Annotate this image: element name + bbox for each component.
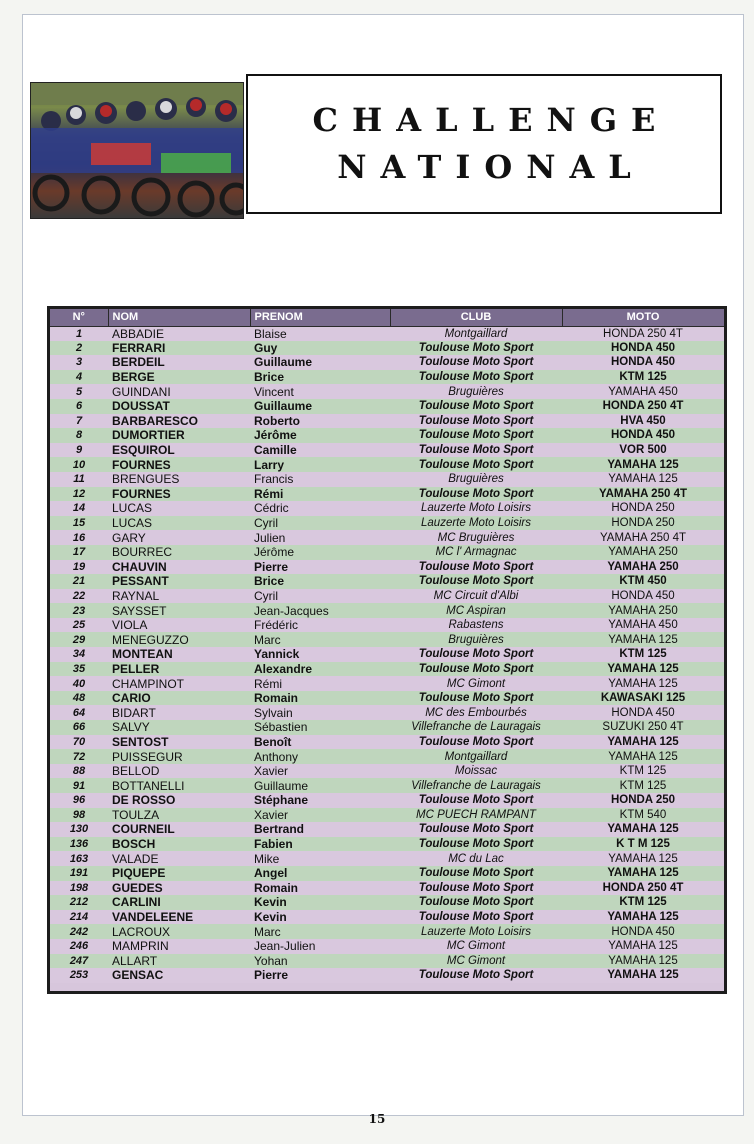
rider-first-name: Alexandre: [254, 661, 313, 676]
rider-club: Toulouse Moto Sport: [418, 648, 534, 661]
rider-last-name: BRENGUES: [112, 472, 180, 487]
rider-moto: YAMAHA 125: [607, 458, 679, 471]
rider-last-name: MENEGUZZO: [112, 632, 189, 647]
table-row: [50, 968, 724, 983]
rider-number: 136: [69, 838, 89, 851]
rider-club: Toulouse Moto Sport: [418, 356, 534, 369]
rider-first-name: Bertrand: [254, 822, 305, 837]
rider-moto: VOR 500: [619, 444, 667, 457]
rider-moto: KTM 125: [619, 896, 667, 909]
rider-moto: YAMAHA 125: [608, 633, 678, 646]
rider-club: Lauzerte Moto Loisirs: [421, 517, 531, 530]
rider-club: Bruguières: [448, 385, 504, 398]
rider-number: 98: [72, 808, 86, 821]
rider-last-name: BERDEIL: [112, 355, 165, 370]
rider-moto: YAMAHA 125: [608, 954, 678, 967]
rider-moto: HONDA 450: [610, 341, 676, 354]
rider-first-name: Pierre: [254, 968, 289, 983]
rider-last-name: BARBARESCO: [112, 413, 199, 428]
rider-club: Rabastens: [448, 619, 504, 632]
title-line-1: CHALLENGE: [312, 100, 670, 139]
rider-last-name: MONTEAN: [112, 647, 173, 662]
rider-last-name: PUISSEGUR: [112, 749, 183, 764]
rider-club: Toulouse Moto Sport: [418, 823, 534, 836]
rider-club: Lauzerte Moto Loisirs: [421, 925, 531, 938]
rider-number: 246: [69, 940, 89, 953]
rider-moto: HONDA 250: [611, 517, 675, 530]
rider-number: 48: [72, 692, 86, 705]
rider-first-name: Frédéric: [254, 618, 299, 633]
rider-last-name: LUCAS: [112, 501, 153, 516]
rider-moto: HONDA 450: [610, 429, 676, 442]
table-header: [50, 309, 724, 326]
rider-moto: YAMAHA 125: [607, 823, 679, 836]
rider-first-name: Kevin: [254, 895, 287, 910]
rider-moto: HONDA 250: [611, 502, 675, 515]
rider-number: 242: [69, 925, 89, 938]
rider-club: Toulouse Moto Sport: [418, 341, 534, 354]
rider-number: 88: [72, 765, 86, 778]
table-row: [50, 560, 724, 575]
table-row: [50, 735, 724, 750]
table-row: [50, 384, 724, 399]
rider-moto: SUZUKI 250 4T: [602, 721, 684, 734]
rider-last-name: GARY: [112, 530, 146, 545]
table-row: [50, 720, 724, 735]
table-row: [50, 341, 724, 356]
rider-last-name: LACROUX: [112, 924, 171, 939]
rider-club: Toulouse Moto Sport: [418, 371, 534, 384]
table-row: [50, 647, 724, 662]
rider-first-name: Fabien: [254, 837, 293, 852]
rider-first-name: Jérôme: [254, 428, 297, 443]
rider-last-name: BOURREC: [112, 545, 173, 560]
rider-club: Toulouse Moto Sport: [418, 969, 534, 982]
rider-number: 253: [69, 969, 89, 982]
table-row: [50, 414, 724, 429]
rider-number: 212: [69, 896, 89, 909]
rider-last-name: DOUSSAT: [112, 399, 170, 414]
rider-first-name: Cyril: [254, 516, 278, 531]
table-row: [50, 516, 724, 531]
rider-last-name: MAMPRIN: [112, 939, 169, 954]
rider-moto: YAMAHA 125: [608, 473, 678, 486]
table-row: [50, 851, 724, 866]
rider-club: MC Gimont: [446, 940, 506, 953]
rider-first-name: Kevin: [254, 910, 287, 925]
rider-last-name: COURNEIL: [112, 822, 175, 837]
rider-first-name: Francis: [254, 472, 294, 487]
rider-club: Toulouse Moto Sport: [418, 414, 534, 427]
rider-moto: YAMAHA 450: [608, 385, 678, 398]
table-row: [50, 939, 724, 954]
rider-club: Toulouse Moto Sport: [418, 881, 534, 894]
rider-first-name: Mike: [254, 851, 280, 866]
rider-club: Montgaillard: [444, 750, 508, 763]
table-row: [50, 326, 724, 341]
rider-last-name: VANDELEENE: [112, 910, 194, 925]
rider-first-name: Jean-Jacques: [254, 603, 329, 618]
rider-moto: YAMAHA 250 4T: [599, 531, 687, 544]
table-row: [50, 399, 724, 414]
rider-moto: YAMAHA 125: [608, 677, 678, 690]
rider-number: 5: [75, 385, 83, 398]
rider-club: Bruguières: [448, 633, 504, 646]
rider-number: 163: [69, 852, 89, 865]
table-row: [50, 632, 724, 647]
rider-first-name: Yohan: [254, 953, 288, 968]
rider-first-name: Camille: [254, 443, 297, 458]
column-header-moto: MOTO: [562, 309, 724, 326]
rider-last-name: SENTOST: [112, 734, 169, 749]
rider-moto: YAMAHA 125: [608, 750, 678, 763]
rider-number: 3: [75, 356, 83, 369]
rider-club: Villefranche de Lauragais: [411, 721, 541, 734]
rider-club: Toulouse Moto Sport: [418, 400, 534, 413]
rider-first-name: Pierre: [254, 559, 289, 574]
rider-first-name: Sylvain: [254, 705, 293, 720]
rider-number: 9: [75, 444, 83, 457]
rider-club: MC Aspiran: [446, 604, 506, 617]
rider-first-name: Julien: [254, 530, 286, 545]
rider-club: Toulouse Moto Sport: [418, 692, 534, 705]
rider-club: MC Circuit d'Albi: [433, 589, 519, 602]
rider-number: 12: [72, 487, 86, 500]
rider-first-name: Guillaume: [254, 399, 313, 414]
rider-last-name: DUMORTIER: [112, 428, 185, 443]
rider-moto: KAWASAKI 125: [600, 692, 686, 705]
table-row: [50, 749, 724, 764]
rider-first-name: Rémi: [254, 486, 284, 501]
rider-club: Toulouse Moto Sport: [418, 896, 534, 909]
table-row: [50, 589, 724, 604]
rider-number: 191: [69, 867, 89, 880]
table-row: [50, 618, 724, 633]
rider-number: 15: [72, 517, 86, 530]
rider-last-name: ESQUIROL: [112, 443, 175, 458]
rider-first-name: Jean-Julien: [254, 939, 316, 954]
rider-number: 10: [72, 458, 86, 471]
rider-moto: YAMAHA 125: [607, 867, 679, 880]
rider-number: 19: [72, 560, 86, 573]
title-line-2: NATIONAL: [337, 148, 645, 186]
rider-number: 4: [75, 371, 83, 384]
rider-number: 7: [75, 414, 83, 427]
rider-number: 91: [72, 779, 86, 792]
table-row: [50, 676, 724, 691]
rider-moto: HONDA 250: [610, 794, 676, 807]
rider-club: MC Bruguières: [437, 531, 515, 544]
rider-last-name: BERGE: [112, 370, 155, 385]
rider-first-name: Stéphane: [254, 793, 309, 808]
rider-first-name: Guy: [254, 340, 278, 355]
rider-number: 17: [72, 546, 86, 559]
rider-moto: YAMAHA 250: [608, 604, 678, 617]
rider-number: 29: [72, 633, 86, 646]
rider-club: Toulouse Moto Sport: [418, 794, 534, 807]
rider-last-name: CHAUVIN: [112, 559, 167, 574]
rider-first-name: Cyril: [254, 588, 278, 603]
rider-club: Toulouse Moto Sport: [418, 560, 534, 573]
rider-number: 2: [75, 341, 83, 354]
rider-first-name: Cédric: [254, 501, 289, 516]
rider-number: 6: [75, 400, 83, 413]
table-row: [50, 881, 724, 896]
rider-first-name: Romain: [254, 880, 299, 895]
rider-moto: YAMAHA 125: [607, 911, 679, 924]
rider-moto: HONDA 250 4T: [603, 327, 683, 340]
rider-moto: KTM 125: [619, 779, 667, 792]
table-row: [50, 355, 724, 370]
rider-club: MC l' Armagnac: [435, 546, 517, 559]
rider-number: 40: [72, 677, 86, 690]
rider-club: Moissac: [454, 765, 498, 778]
table-row: [50, 924, 724, 939]
table-row: [50, 501, 724, 516]
rider-moto: YAMAHA 125: [608, 940, 678, 953]
table-row: [50, 778, 724, 793]
rider-first-name: Xavier: [254, 807, 289, 822]
rider-club: Toulouse Moto Sport: [418, 429, 534, 442]
rider-first-name: Blaise: [254, 326, 287, 341]
table-row: [50, 487, 724, 502]
rider-number: 23: [72, 604, 86, 617]
rider-number: 66: [72, 721, 86, 734]
rider-club: Toulouse Moto Sport: [418, 662, 534, 675]
rider-moto: YAMAHA 250: [608, 546, 678, 559]
rider-moto: KTM 125: [619, 371, 667, 384]
rider-number: 198: [69, 881, 89, 894]
rider-last-name: ABBADIE: [112, 326, 165, 341]
rider-number: 247: [69, 954, 89, 967]
rider-first-name: Marc: [254, 924, 281, 939]
column-header-prenom: PRENOM: [250, 309, 390, 326]
rider-moto: HONDA 450: [610, 356, 676, 369]
rider-first-name: Yannick: [254, 647, 300, 662]
rider-club: Toulouse Moto Sport: [418, 867, 534, 880]
rider-club: Villefranche de Lauragais: [411, 779, 541, 792]
rider-number: 16: [72, 531, 86, 544]
rider-first-name: Guillaume: [254, 778, 309, 793]
rider-number: 25: [72, 619, 86, 632]
rider-last-name: GUINDANI: [112, 384, 171, 399]
rider-club: Toulouse Moto Sport: [418, 911, 534, 924]
table-row: [50, 837, 724, 852]
rider-club: Toulouse Moto Sport: [418, 838, 534, 851]
rider-first-name: Marc: [254, 632, 281, 647]
page-number: 15: [368, 1112, 386, 1126]
rider-club: Toulouse Moto Sport: [418, 575, 534, 588]
rider-moto: YAMAHA 125: [607, 735, 679, 748]
rider-last-name: CARLINI: [112, 895, 161, 910]
rider-last-name: BIDART: [112, 705, 156, 720]
rider-number: 70: [72, 735, 86, 748]
table-row: [50, 472, 724, 487]
rider-number: 64: [72, 706, 86, 719]
table-row: [50, 428, 724, 443]
table-row: [50, 662, 724, 677]
table-row: [50, 691, 724, 706]
rider-last-name: GENSAC: [112, 968, 164, 983]
title-box: [246, 74, 722, 214]
rider-moto: YAMAHA 125: [607, 662, 679, 675]
table-row: [50, 457, 724, 472]
rider-first-name: Anthony: [254, 749, 299, 764]
rider-first-name: Jérôme: [254, 545, 295, 560]
rider-club: MC PUECH RAMPANT: [416, 808, 536, 821]
rider-moto: HONDA 250 4T: [602, 881, 684, 894]
table-row: [50, 822, 724, 837]
rider-moto: KTM 125: [619, 765, 667, 778]
rider-last-name: BELLOD: [112, 764, 160, 779]
rider-club: Toulouse Moto Sport: [418, 735, 534, 748]
rider-last-name: SAYSSET: [112, 603, 167, 618]
rider-first-name: Rémi: [254, 676, 283, 691]
rider-last-name: PIQUEPE: [112, 866, 166, 881]
rider-club: Toulouse Moto Sport: [418, 487, 534, 500]
rider-last-name: VALADE: [112, 851, 159, 866]
table-row: [50, 705, 724, 720]
rider-moto: HVA 450: [620, 414, 666, 427]
rider-first-name: Larry: [254, 457, 285, 472]
rider-first-name: Xavier: [254, 764, 289, 779]
rider-moto: YAMAHA 250: [607, 560, 679, 573]
rider-last-name: FERRARI: [112, 340, 166, 355]
rider-last-name: DE ROSSO: [112, 793, 176, 808]
column-header-nom: NOM: [108, 309, 250, 326]
rider-moto: YAMAHA 125: [607, 969, 679, 982]
rider-number: 11: [73, 473, 85, 486]
rider-last-name: FOURNES: [112, 457, 171, 472]
rider-first-name: Romain: [254, 691, 299, 706]
table-row: [50, 808, 724, 823]
rider-first-name: Brice: [254, 574, 285, 589]
rider-last-name: ALLART: [112, 953, 158, 968]
rider-number: 22: [72, 589, 86, 602]
table-row: [50, 603, 724, 618]
table-row: [50, 574, 724, 589]
rider-last-name: CARIO: [112, 691, 151, 706]
rider-club: Bruguières: [448, 473, 504, 486]
table-row: [50, 895, 724, 910]
rider-club: MC du Lac: [448, 852, 504, 865]
table-body: [50, 326, 724, 983]
rider-number: 130: [69, 823, 89, 836]
rider-moto: HONDA 450: [611, 706, 675, 719]
rider-club: Toulouse Moto Sport: [418, 458, 534, 471]
rider-moto: HONDA 450: [611, 925, 675, 938]
riders-table: [47, 306, 727, 994]
rider-first-name: Guillaume: [254, 355, 313, 370]
column-header-club: CLUB: [390, 309, 562, 326]
rider-moto: HONDA 450: [611, 589, 675, 602]
rider-number: 96: [72, 794, 86, 807]
table-row: [50, 764, 724, 779]
rider-moto: K T M 125: [616, 838, 670, 851]
rider-number: 1: [75, 327, 83, 340]
rider-last-name: FOURNES: [112, 486, 171, 501]
rider-last-name: GUEDES: [112, 880, 163, 895]
rider-club: Montgaillard: [444, 327, 508, 340]
rider-club: MC Gimont: [446, 954, 506, 967]
rider-number: 21: [72, 575, 86, 588]
rider-last-name: SALVY: [112, 720, 150, 735]
rider-first-name: Sébastien: [254, 720, 308, 735]
table-row: [50, 910, 724, 925]
rider-last-name: VIOLA: [112, 618, 148, 633]
column-header-num: N°: [50, 309, 108, 326]
rider-first-name: Angel: [254, 866, 288, 881]
rider-moto: YAMAHA 450: [608, 619, 678, 632]
rider-first-name: Brice: [254, 370, 285, 385]
rider-moto: HONDA 250 4T: [602, 400, 684, 413]
rider-last-name: PESSANT: [112, 574, 169, 589]
table-row: [50, 530, 724, 545]
rider-moto: KTM 450: [619, 575, 667, 588]
rider-number: 14: [72, 502, 86, 515]
table-row: [50, 443, 724, 458]
rider-last-name: PELLER: [112, 661, 160, 676]
rider-number: 214: [69, 911, 89, 924]
rider-moto: KTM 125: [619, 648, 667, 661]
rider-number: 35: [72, 662, 86, 675]
rider-club: Toulouse Moto Sport: [418, 444, 534, 457]
rider-last-name: CHAMPINOT: [112, 676, 184, 691]
rider-moto: YAMAHA 125: [608, 852, 678, 865]
rider-club: MC Gimont: [446, 677, 506, 690]
rider-club: MC des Embourbés: [425, 706, 527, 719]
table-row: [50, 370, 724, 385]
rider-number: 72: [72, 750, 86, 763]
rider-first-name: Benoît: [254, 734, 292, 749]
rider-last-name: TOULZA: [112, 807, 160, 822]
rider-last-name: BOTTANELLI: [112, 778, 185, 793]
rider-first-name: Roberto: [254, 413, 300, 428]
table-row: [50, 545, 724, 560]
rider-number: 8: [75, 429, 83, 442]
motocross-photo: [30, 82, 244, 219]
rider-club: Lauzerte Moto Loisirs: [421, 502, 531, 515]
rider-number: 34: [72, 648, 86, 661]
table-row: [50, 866, 724, 881]
table-row: [50, 954, 724, 969]
rider-moto: YAMAHA 250 4T: [599, 487, 687, 500]
rider-last-name: BOSCH: [112, 837, 156, 852]
rider-first-name: Vincent: [254, 384, 294, 399]
rider-last-name: LUCAS: [112, 516, 153, 531]
rider-moto: KTM 540: [619, 808, 667, 821]
table-row: [50, 793, 724, 808]
rider-last-name: RAYNAL: [112, 588, 160, 603]
